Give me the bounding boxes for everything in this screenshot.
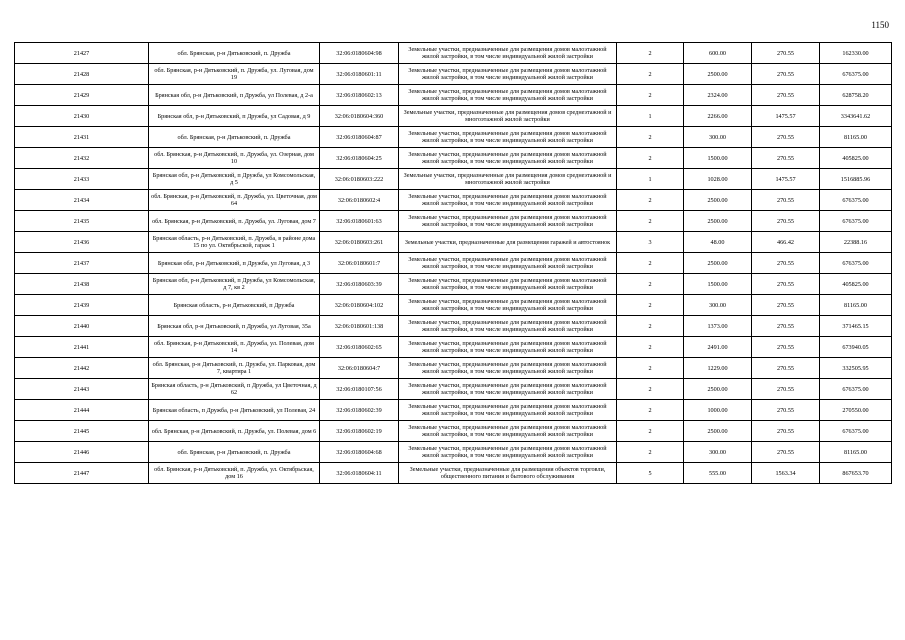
group-cell: 2 (617, 400, 684, 421)
area-cell: 2500.00 (684, 190, 752, 211)
group-cell: 1 (617, 106, 684, 127)
land-use-cell: Земельные участки, предназначенные для размещения домов малоэтажной жилой застройки, в том числе индивидуальной жилой застройки (399, 379, 617, 400)
row-number-cell: 21428 (15, 64, 149, 85)
specific-value-cell: 270.55 (752, 316, 820, 337)
specific-value-cell: 270.55 (752, 442, 820, 463)
land-use-cell: Земельные участки, предназначенные для размещения домов малоэтажной жилой застройки, в том числе индивидуальной жилой застройки (399, 253, 617, 274)
cadastral-value-cell: 1516885.96 (820, 169, 892, 190)
land-use-cell: Земельные участки, предназначенные для размещения домов малоэтажной жилой застройки, в том числе индивидуальной жилой застройки (399, 274, 617, 295)
cadastral-number-cell: 32:06:0180603:261 (320, 232, 399, 253)
table-row (15, 274, 892, 295)
page-number: 1150 (871, 20, 889, 30)
area-cell: 300.00 (684, 442, 752, 463)
area-cell: 300.00 (684, 295, 752, 316)
specific-value-cell: 270.55 (752, 148, 820, 169)
address-cell: Брянская обл, р-н Дятьковский, п Дружба, ул Полевая, д 2-а (149, 85, 320, 106)
cadastral-number-cell: 32:06:0180604:87 (320, 127, 399, 148)
table-row (15, 337, 892, 358)
cadastral-value-cell: 676375.00 (820, 190, 892, 211)
table-row (15, 64, 892, 85)
specific-value-cell: 270.55 (752, 85, 820, 106)
cadastral-value-cell: 162330.00 (820, 43, 892, 64)
table-row (15, 358, 892, 379)
cadastral-value-cell: 22388.16 (820, 232, 892, 253)
area-cell: 2500.00 (684, 253, 752, 274)
row-number-cell: 21429 (15, 85, 149, 106)
specific-value-cell: 270.55 (752, 211, 820, 232)
area-cell: 1229.00 (684, 358, 752, 379)
group-cell: 2 (617, 442, 684, 463)
group-cell: 2 (617, 148, 684, 169)
specific-value-cell: 270.55 (752, 421, 820, 442)
group-cell: 2 (617, 190, 684, 211)
row-number-cell: 21444 (15, 400, 149, 421)
cadastral-number-cell: 32:06:0180604:102 (320, 295, 399, 316)
cadastral-value-cell: 81165.00 (820, 442, 892, 463)
group-cell: 2 (617, 253, 684, 274)
row-number-cell: 21435 (15, 211, 149, 232)
land-use-cell: Земельные участки, предназначенные для размещения домов малоэтажной жилой застройки, в том числе индивидуальной жилой застройки (399, 127, 617, 148)
cadastral-number-cell: 32:06:0180602:65 (320, 337, 399, 358)
row-number-cell: 21440 (15, 316, 149, 337)
cadastral-value-cell: 81165.00 (820, 127, 892, 148)
cadastral-number-cell: 32:06:0180603:39 (320, 274, 399, 295)
area-cell: 1500.00 (684, 148, 752, 169)
land-use-cell: Земельные участки, предназначенные для размещения объектов торговли, общественного питания и бытового обслуживания (399, 463, 617, 484)
area-cell: 2324.00 (684, 85, 752, 106)
row-number-cell: 21443 (15, 379, 149, 400)
area-cell: 1000.00 (684, 400, 752, 421)
land-use-cell: Земельные участки, предназначенные для размещения домов малоэтажной жилой застройки, в том числе индивидуальной жилой застройки (399, 400, 617, 421)
area-cell: 2491.00 (684, 337, 752, 358)
cadastral-number-cell: 32:06:0180604:98 (320, 43, 399, 64)
table-row (15, 43, 892, 64)
area-cell: 555.00 (684, 463, 752, 484)
cadastral-number-cell: 32:06:0180602:4 (320, 190, 399, 211)
table-row (15, 253, 892, 274)
address-cell: Брянская обл, р-н Дятьковский, п Дружба, ул Комсомольская, д 7, кв 2 (149, 274, 320, 295)
cadastral-value-cell: 405825.00 (820, 148, 892, 169)
area-cell: 2500.00 (684, 211, 752, 232)
cadastral-value-cell: 676375.00 (820, 421, 892, 442)
row-number-cell: 21436 (15, 232, 149, 253)
table-row (15, 148, 892, 169)
address-cell: Брянская обл, р-н Дятьковский, п Дружба, ул Комсомольская, д 5 (149, 169, 320, 190)
cadastral-number-cell: 32:06:0180604:7 (320, 358, 399, 379)
address-cell: обл. Брянская, р-н Дятьковский, п. Дружба, ул. Луговая, дом 19 (149, 64, 320, 85)
group-cell: 2 (617, 43, 684, 64)
table-row (15, 211, 892, 232)
cadastral-value-cell: 676375.00 (820, 379, 892, 400)
row-number-cell: 21445 (15, 421, 149, 442)
address-cell: обл. Брянская, р-н Дятьковский, п. Дружба, ул. Парковая, дом 7, квартира 1 (149, 358, 320, 379)
row-number-cell: 21430 (15, 106, 149, 127)
area-cell: 2500.00 (684, 421, 752, 442)
address-cell: обл. Брянская, р-н Дятьковский, п. Дружба (149, 43, 320, 64)
cadastral-value-cell: 332505.95 (820, 358, 892, 379)
cadastral-number-cell: 32:06:0180601:11 (320, 64, 399, 85)
specific-value-cell: 270.55 (752, 295, 820, 316)
specific-value-cell: 270.55 (752, 190, 820, 211)
specific-value-cell: 270.55 (752, 400, 820, 421)
cadastral-value-cell: 81165.00 (820, 295, 892, 316)
address-cell: обл. Брянская, р-н Дятьковский, п. Дружба (149, 442, 320, 463)
cadastral-value-cell: 3343641.62 (820, 106, 892, 127)
address-cell: обл. Брянская, р-н Дятьковский, п. Дружба, ул. Полевая, дом 6 (149, 421, 320, 442)
specific-value-cell: 1475.57 (752, 106, 820, 127)
row-number-cell: 21427 (15, 43, 149, 64)
land-use-cell: Земельные участки, предназначенные для размещения домов малоэтажной жилой застройки, в том числе индивидуальной жилой застройки (399, 190, 617, 211)
address-cell: Брянская обл, р-н Дятьковский, п Дружба, ул Луговая, д 3 (149, 253, 320, 274)
address-cell: обл. Брянская, р-н Дятьковский, п. Дружба, ул. Полевая, дом 14 (149, 337, 320, 358)
table-row (15, 232, 892, 253)
specific-value-cell: 1475.57 (752, 169, 820, 190)
table-row (15, 463, 892, 484)
area-cell: 2500.00 (684, 379, 752, 400)
group-cell: 2 (617, 337, 684, 358)
land-use-cell: Земельные участки, предназначенные для размещения домов среднеэтажной и многоэтажной жилой застройки (399, 169, 617, 190)
group-cell: 2 (617, 358, 684, 379)
address-cell: обл. Брянская, р-н Дятьковский, п. Дружба, ул. Луговая, дом 7 (149, 211, 320, 232)
table-body (15, 43, 892, 484)
land-use-cell: Земельные участки, предназначенные для размещения домов среднеэтажной и многоэтажной жилой застройки (399, 106, 617, 127)
area-cell: 600.00 (684, 43, 752, 64)
area-cell: 1373.00 (684, 316, 752, 337)
land-use-cell: Земельные участки, предназначенные для размещения домов малоэтажной жилой застройки, в том числе индивидуальной жилой застройки (399, 421, 617, 442)
cadastral-number-cell: 32:06:0180602:39 (320, 400, 399, 421)
area-cell: 1028.00 (684, 169, 752, 190)
specific-value-cell: 270.55 (752, 64, 820, 85)
group-cell: 2 (617, 85, 684, 106)
address-cell: Брянская область, р-н Дятьковский, п Дружба, ул Цветочная, д 62 (149, 379, 320, 400)
row-number-cell: 21432 (15, 148, 149, 169)
address-cell: обл. Брянская, р-н Дятьковский, п. Дружба, ул. Озерная, дом 10 (149, 148, 320, 169)
table-row (15, 127, 892, 148)
row-number-cell: 21447 (15, 463, 149, 484)
group-cell: 2 (617, 127, 684, 148)
cadastral-value-cell: 628758.20 (820, 85, 892, 106)
address-cell: обл. Брянская, р-н Дятьковский, п. Дружба (149, 127, 320, 148)
group-cell: 2 (617, 211, 684, 232)
row-number-cell: 21431 (15, 127, 149, 148)
area-cell: 2500.00 (684, 64, 752, 85)
row-number-cell: 21437 (15, 253, 149, 274)
table-row (15, 169, 892, 190)
land-use-cell: Земельные участки, предназначенные для размещения домов малоэтажной жилой застройки, в том числе индивидуальной жилой застройки (399, 211, 617, 232)
land-use-cell: Земельные участки, предназначенные для размещения домов малоэтажной жилой застройки, в том числе индивидуальной жилой застройки (399, 295, 617, 316)
row-number-cell: 21442 (15, 358, 149, 379)
land-use-cell: Земельные участки, предназначенные для размещения домов малоэтажной жилой застройки, в том числе индивидуальной жилой застройки (399, 85, 617, 106)
specific-value-cell: 1563.34 (752, 463, 820, 484)
address-cell: Брянская область, п Дружба, р-н Дятьковский, ул Полевая, 24 (149, 400, 320, 421)
specific-value-cell: 270.55 (752, 43, 820, 64)
area-cell: 2266.00 (684, 106, 752, 127)
specific-value-cell: 270.55 (752, 337, 820, 358)
cadastral-number-cell: 32:06:0180604:68 (320, 442, 399, 463)
table-row (15, 379, 892, 400)
specific-value-cell: 466.42 (752, 232, 820, 253)
land-use-cell: Земельные участки, предназначенные для размещения домов малоэтажной жилой застройки, в том числе индивидуальной жилой застройки (399, 43, 617, 64)
row-number-cell: 21441 (15, 337, 149, 358)
cadastral-value-cell: 371465.15 (820, 316, 892, 337)
table-row (15, 400, 892, 421)
specific-value-cell: 270.55 (752, 253, 820, 274)
group-cell: 2 (617, 295, 684, 316)
table-row (15, 295, 892, 316)
cadastral-number-cell: 32:06:0180601:138 (320, 316, 399, 337)
cadastral-number-cell: 32:06:0180601:7 (320, 253, 399, 274)
cadastral-value-cell: 676375.00 (820, 64, 892, 85)
land-use-cell: Земельные участки, предназначенные для размещения домов малоэтажной жилой застройки, в том числе индивидуальной жилой застройки (399, 358, 617, 379)
address-cell: Брянская обл, р-н Дятьковский, п Дружба, ул Луговая, 35а (149, 316, 320, 337)
group-cell: 3 (617, 232, 684, 253)
land-use-cell: Земельные участки, предназначенные для размещения гаражей и автостоянок (399, 232, 617, 253)
address-cell: Брянская область, р-н Дятьковский, п Дружба (149, 295, 320, 316)
specific-value-cell: 270.55 (752, 379, 820, 400)
row-number-cell: 21433 (15, 169, 149, 190)
row-number-cell: 21446 (15, 442, 149, 463)
cadastral-number-cell: 32:06:0180604:360 (320, 106, 399, 127)
address-cell: обл. Брянская, р-н Дятьковский, п. Дружба, ул. Цветочная, дом 64 (149, 190, 320, 211)
cadastral-number-cell: 32:06:0180603:222 (320, 169, 399, 190)
group-cell: 2 (617, 64, 684, 85)
group-cell: 2 (617, 274, 684, 295)
cadastral-value-cell: 676375.00 (820, 253, 892, 274)
cadastral-number-cell: 32:06:0180604:25 (320, 148, 399, 169)
specific-value-cell: 270.55 (752, 358, 820, 379)
specific-value-cell: 270.55 (752, 274, 820, 295)
cadastral-value-cell: 405825.00 (820, 274, 892, 295)
row-number-cell: 21438 (15, 274, 149, 295)
group-cell: 2 (617, 421, 684, 442)
cadastral-value-cell: 270550.00 (820, 400, 892, 421)
land-use-cell: Земельные участки, предназначенные для размещения домов малоэтажной жилой застройки, в том числе индивидуальной жилой застройки (399, 64, 617, 85)
address-cell: Брянская обл, р-н Дятьковский, п Дружба, ул Садовая, д 9 (149, 106, 320, 127)
address-cell: обл. Брянская, р-н Дятьковский, п. Дружба, ул. Октябрьская, дом 16 (149, 463, 320, 484)
table-row (15, 85, 892, 106)
table-row (15, 190, 892, 211)
cadastral-number-cell: 32:06:0180107:56 (320, 379, 399, 400)
cadastral-number-cell: 32:06:0180604:11 (320, 463, 399, 484)
row-number-cell: 21434 (15, 190, 149, 211)
table-row (15, 106, 892, 127)
table-row (15, 316, 892, 337)
land-use-cell: Земельные участки, предназначенные для размещения домов малоэтажной жилой застройки, в том числе индивидуальной жилой застройки (399, 148, 617, 169)
cadastral-value-cell: 676375.00 (820, 211, 892, 232)
cadastral-number-cell: 32:06:0180602:13 (320, 85, 399, 106)
table-row (15, 442, 892, 463)
specific-value-cell: 270.55 (752, 127, 820, 148)
table-row (15, 421, 892, 442)
group-cell: 1 (617, 169, 684, 190)
area-cell: 48.00 (684, 232, 752, 253)
cadastral-value-cell: 673940.05 (820, 337, 892, 358)
cadastral-number-cell: 32:06:0180601:63 (320, 211, 399, 232)
group-cell: 5 (617, 463, 684, 484)
row-number-cell: 21439 (15, 295, 149, 316)
land-use-cell: Земельные участки, предназначенные для размещения домов малоэтажной жилой застройки, в том числе индивидуальной жилой застройки (399, 442, 617, 463)
group-cell: 2 (617, 379, 684, 400)
group-cell: 2 (617, 316, 684, 337)
cadastral-number-cell: 32:06:0180602:19 (320, 421, 399, 442)
land-use-cell: Земельные участки, предназначенные для размещения домов малоэтажной жилой застройки, в том числе индивидуальной жилой застройки (399, 316, 617, 337)
area-cell: 1500.00 (684, 274, 752, 295)
land-use-cell: Земельные участки, предназначенные для размещения домов малоэтажной жилой застройки, в том числе индивидуальной жилой застройки (399, 337, 617, 358)
address-cell: Брянская область, р-н Дятьковский, п. Дружба, в районе дома 15 по ул. Октябрьской, гараж 1 (149, 232, 320, 253)
area-cell: 300.00 (684, 127, 752, 148)
cadastral-value-table (14, 42, 892, 484)
cadastral-value-cell: 867653.70 (820, 463, 892, 484)
